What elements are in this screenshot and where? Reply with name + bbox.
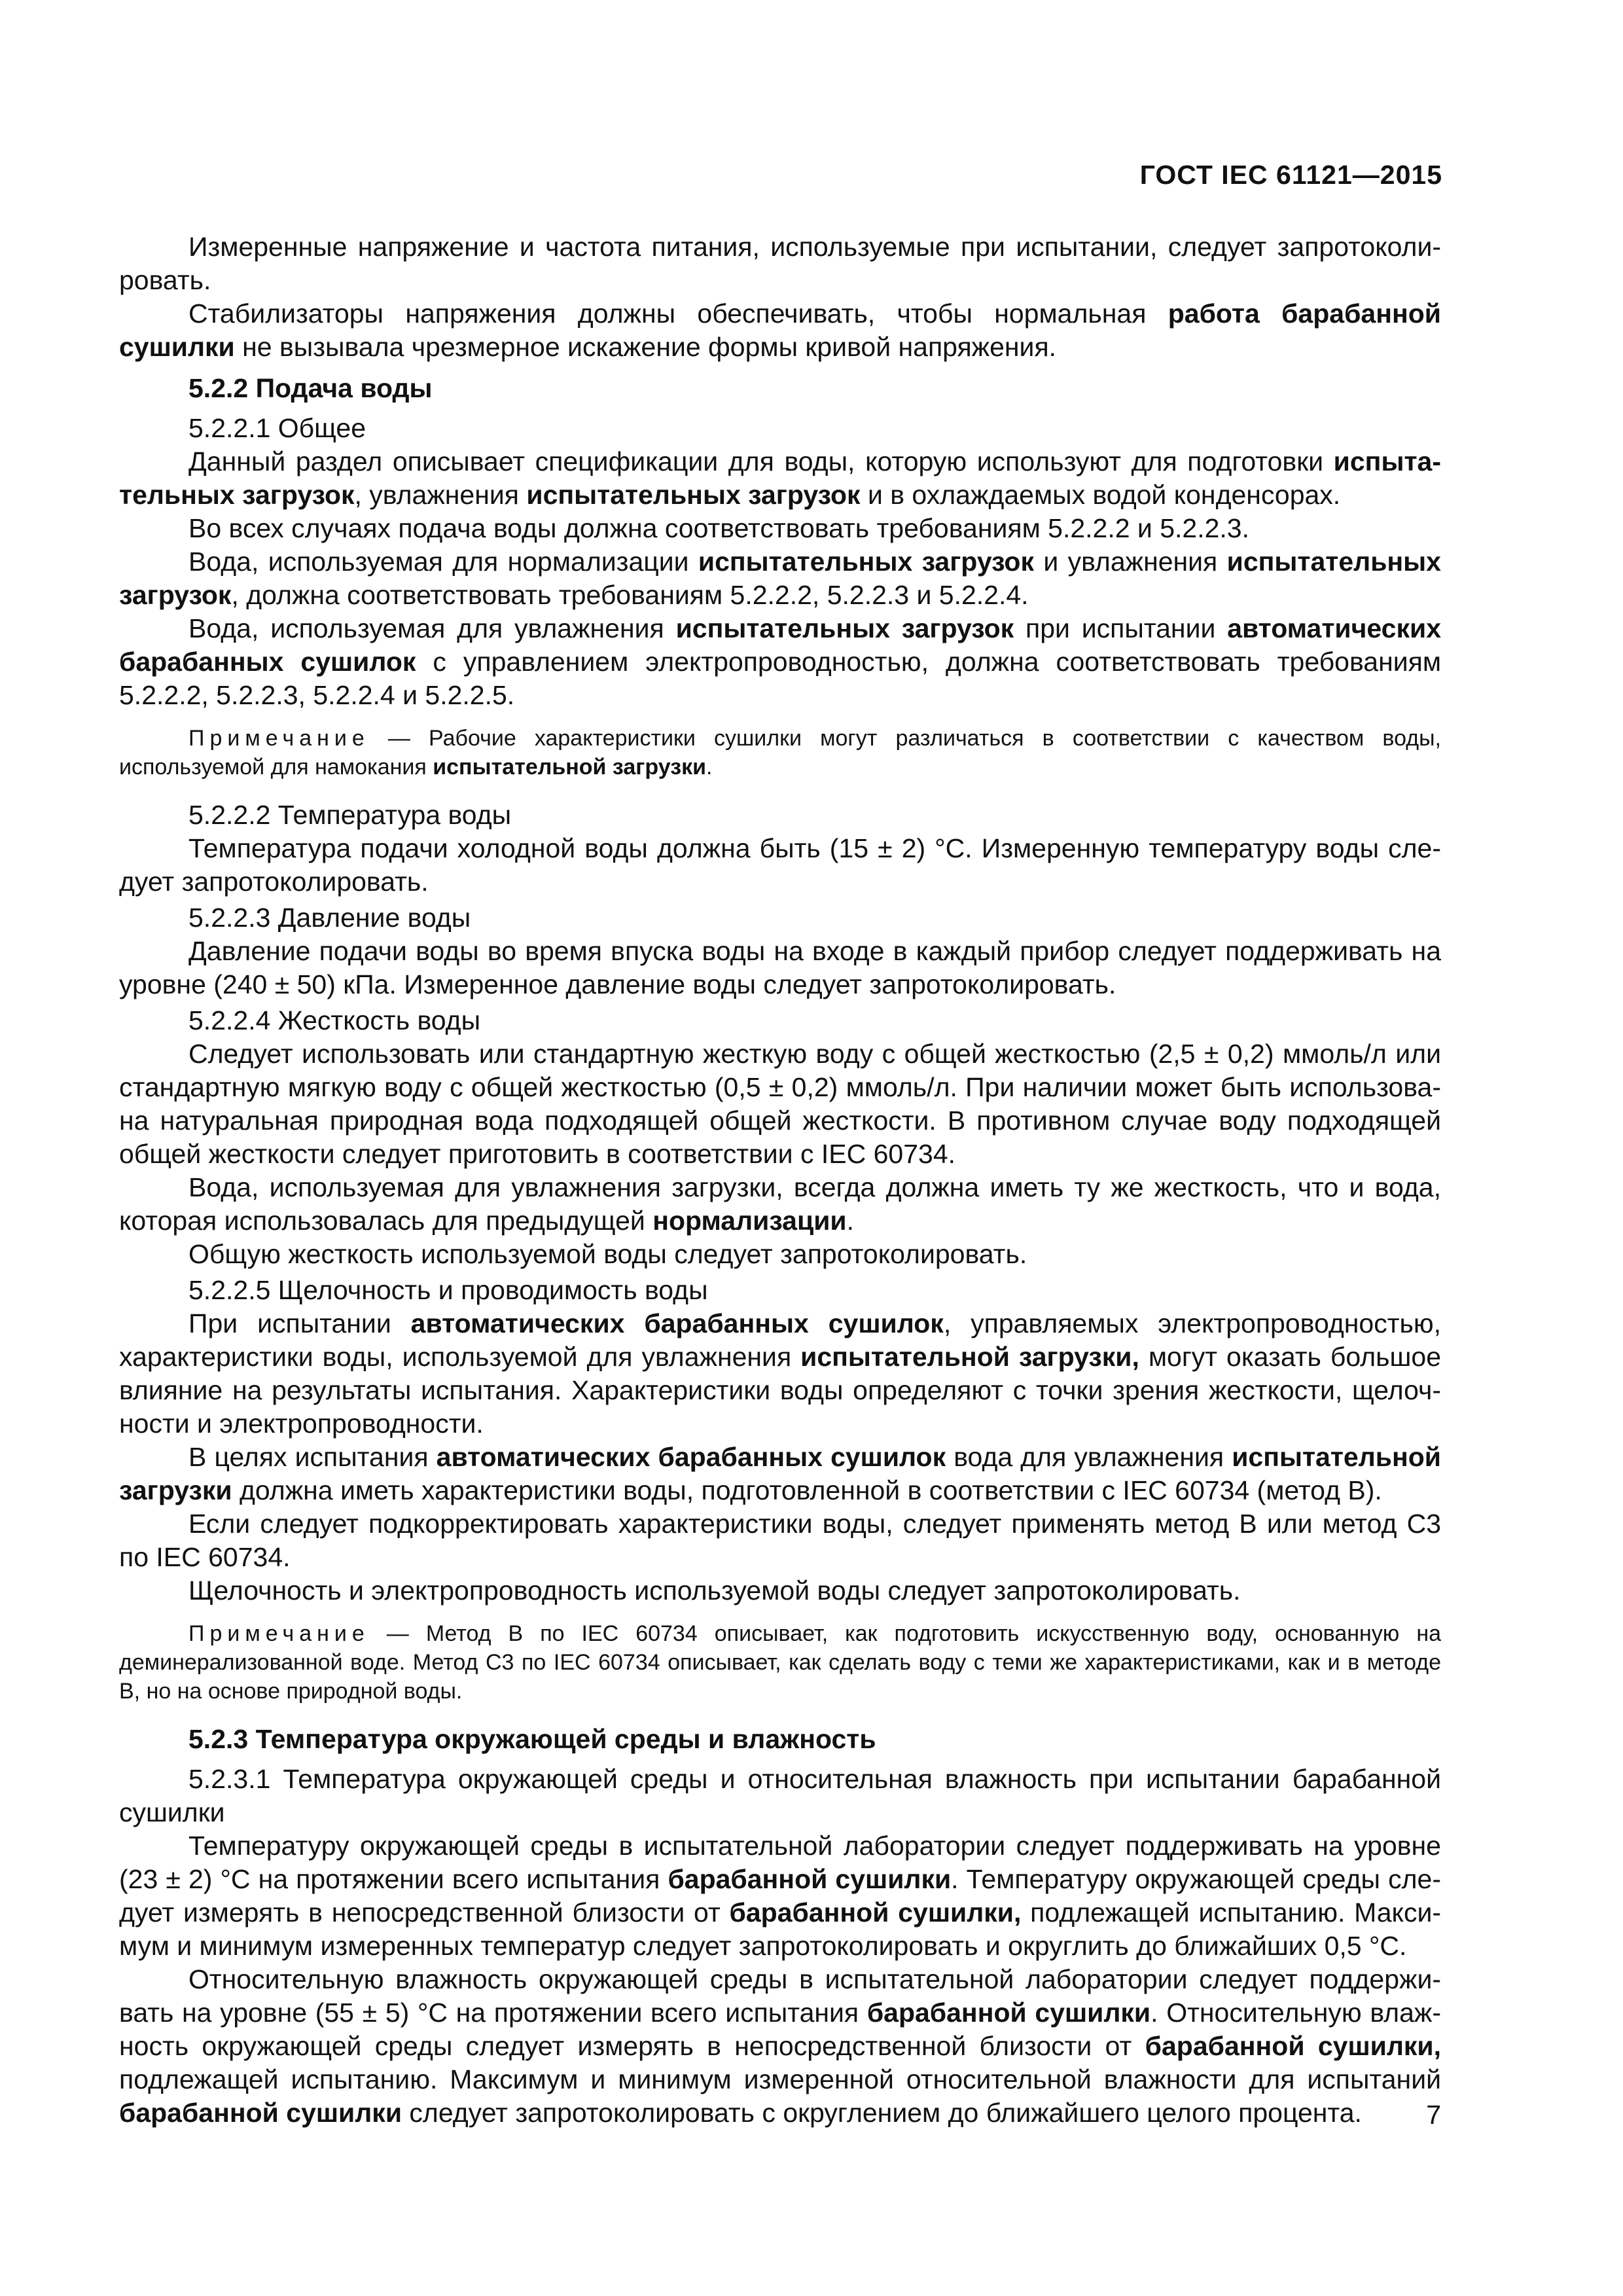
paragraph-correction-method: Если следует подкорректировать характеристики воды, следует применять метод В или метод С3 по IEC 60734. — [119, 1509, 1441, 1572]
page-number: 7 — [1426, 2100, 1441, 2130]
subsection-5-2-2-4: 5.2.2.4 Жесткость воды — [188, 1005, 481, 1035]
standard-designation: ГОСТ IEC 61121—2015 — [1139, 160, 1442, 190]
paragraph-wetting-water: Вода, используемая для увлажнения испытательных загрузок при испытании автоматических барабанных сушилок с управлением электропроводностью, должна соответствовать требованиям 5.2.2.2, 5.2.2.3, 5.2.2.4 и 5.2.2.5. — [119, 613, 1442, 710]
term-drum-dryer: барабанной сушилки — [668, 1864, 952, 1894]
term-test-loads: испытательных загрузок — [119, 446, 1441, 510]
subsection-5-2-2-5: 5.2.2.5 Щелочность и проводимость воды — [188, 1275, 708, 1305]
term-test-load: испытательной загрузки, — [800, 1342, 1139, 1372]
paragraph-hardness-record: Общую жесткость используемой воды следует запротоколировать. — [188, 1239, 1027, 1269]
paragraph-water-pressure: Давление подачи воды во время впуска воды на входе в каждый прибор следует поддерживать на уровне (240 ± 50) кПа. Измеренное давление воды следует запротоколировать. — [119, 936, 1441, 999]
subsection-5-2-3-1: 5.2.3.1 Температура окружающей среды и относительная влажность при испытании барабанной сушилки — [119, 1764, 1441, 1827]
section-heading-5-2-2: 5.2.2 Подача воды — [188, 373, 433, 403]
term-test-loads: испытательных загрузок — [119, 547, 1441, 610]
term-drum-dryer: барабанной сушилки — [866, 1998, 1151, 2028]
paragraph-relative-humidity: Относительную влажность окружающей среды в испытательной лаборатории следует поддерживать на уровне (55 ± 5) °С на протяжении всего испытания барабанной сушилки. Относительную влажность окружающей среды следует измерять в непосредственной близости от барабанной сушилки, подлежащей испытанию. Максимум и минимум измеренной относительной влажности для испытаний барабанной сушилки следует запротоколировать с округлением до ближайшего целого процента. — [119, 1964, 1441, 2128]
term-drum-dryer: барабанной сушилки, — [729, 1897, 1022, 1928]
term-test-loads: испытательных загрузок — [698, 547, 1034, 577]
term-test-loads: испытательных загрузок — [526, 480, 861, 510]
term-test-loads: испытательных загрузок — [675, 613, 1014, 643]
note-label: Примечание — [188, 1621, 370, 1646]
term-normalization: нормализации — [652, 1206, 847, 1236]
term-drum-dryer: барабанной сушилки, — [1145, 2031, 1441, 2061]
note-label: Примечание — [188, 726, 370, 751]
term-test-load: испытательной загрузки — [433, 755, 707, 780]
paragraph-water-hardness: Следует использовать или стандартную жесткую воду с общей жесткостью (2,5 ± 0,2) ммоль/л или стандартную мягкую воду с общей жесткостью (0,5 ± 0,2) ммоль/л. При наличии может быть использована натуральная природная вода подходящей общей жесткости. В противном случае воду подходящей общей жесткости следует приготовить в соответствии с IEC 60734. — [119, 1039, 1441, 1169]
paragraph-same-hardness: Вода, используемая для увлажнения загрузки, всегда должна иметь ту же жесткость, что и вода, которая использовалась для предыдущей нормализации. — [119, 1172, 1441, 1236]
term-automatic-drum-dryers: автоматических барабанных сушилок — [119, 613, 1441, 677]
paragraph-voltage-record: Измеренные напряжение и частота питания, используемые при испытании, следует запротоколировать. — [119, 232, 1441, 295]
term-automatic-drum-dryers: автоматических барабанных сушилок — [436, 1442, 946, 1472]
subsection-5-2-2-3: 5.2.2.3 Давление воды — [188, 903, 471, 933]
subsection-5-2-2-1: 5.2.2.1 Общее — [188, 413, 366, 443]
paragraph-alkalinity-record: Щелочность и электропроводность используемой воды следует запротоколировать. — [188, 1575, 1241, 1605]
section-heading-5-2-3: 5.2.3 Температура окружающей среды и влажность — [188, 1724, 876, 1754]
term-drum-dryer: барабанной сушилки — [119, 2098, 402, 2128]
paragraph-stabilizers: Стабилизаторы напряжения должны обеспечивать, чтобы нормальная работа барабанной сушилки не вызывала чрезмерное искажение формы кривой напряжения. — [119, 298, 1441, 362]
paragraph-method-b: В целях испытания автоматических барабанных сушилок вода для увлажнения испытательной загрузки должна иметь характеристики воды, подготовленной в соответствии с IEC 60734 (метод В). — [119, 1442, 1441, 1505]
page-content — [119, 230, 1441, 2130]
paragraph-water-temperature: Температура подачи холодной воды должна быть (15 ± 2) °С. Измеренную температуру воды следует запротоколировать. — [119, 833, 1441, 897]
term-drum-dryer-operation: работа барабанной сушилки — [119, 298, 1441, 362]
note-dryer-performance: Примечание — Рабочие характеристики сушилки могут различаться в соответствии с качеством воды, используемой для намокания испытательной загрузки. — [119, 726, 1441, 780]
paragraph-water-requirements: Во всех случаях подача воды должна соответствовать требованиям 5.2.2.2 и 5.2.2.3. — [188, 513, 1250, 543]
paragraph-water-spec: Данный раздел описывает спецификации для воды, которую используют для подготовки испытательных загрузок, увлажнения испытательных загрузок и в охлаждаемых водой конденсорах. — [119, 446, 1441, 510]
term-test-load: испытательной загрузки — [119, 1442, 1441, 1505]
paragraph-conductivity-influence: При испытании автоматических барабанных сушилок, управляемых электропроводностью, характеристики воды, используемой для увлажнения испытательной загрузки, могут оказать большое влияние на результаты испытания. Характеристики воды определяют с точки зрения жесткости, щелочности и электропроводности. — [119, 1308, 1441, 1439]
paragraph-ambient-temperature: Температуру окружающей среды в испытательной лаборатории следует поддерживать на уровне (23 ± 2) °С на протяжении всего испытания барабанной сушилки. Температуру окружающей среды следует измерять в непосредственной близости от барабанной сушилки, подлежащей испытанию. Максимум и минимум измеренных температур следует запротоколировать и округлить до ближайших 0,5 °С. — [119, 1831, 1442, 1961]
note-method-b-c3: Примечание — Метод В по IEC 60734 описывает, как подготовить искусственную воду, основанную на деминерализованной воде. Метод С3 по IEC 60734 описывает, как сделать воду с теми же характеристиками, как и в методе В, но на основе природной воды. — [119, 1621, 1441, 1704]
subsection-5-2-2-2: 5.2.2.2 Температура воды — [188, 800, 512, 830]
term-automatic-drum-dryers: автоматических барабанных сушилок — [410, 1308, 944, 1338]
paragraph-normalization-water: Вода, используемая для нормализации испытательных загрузок и увлажнения испытательных загрузок, должна соответствовать требованиям 5.2.2.2, 5.2.2.3 и 5.2.2.4. — [119, 547, 1441, 610]
